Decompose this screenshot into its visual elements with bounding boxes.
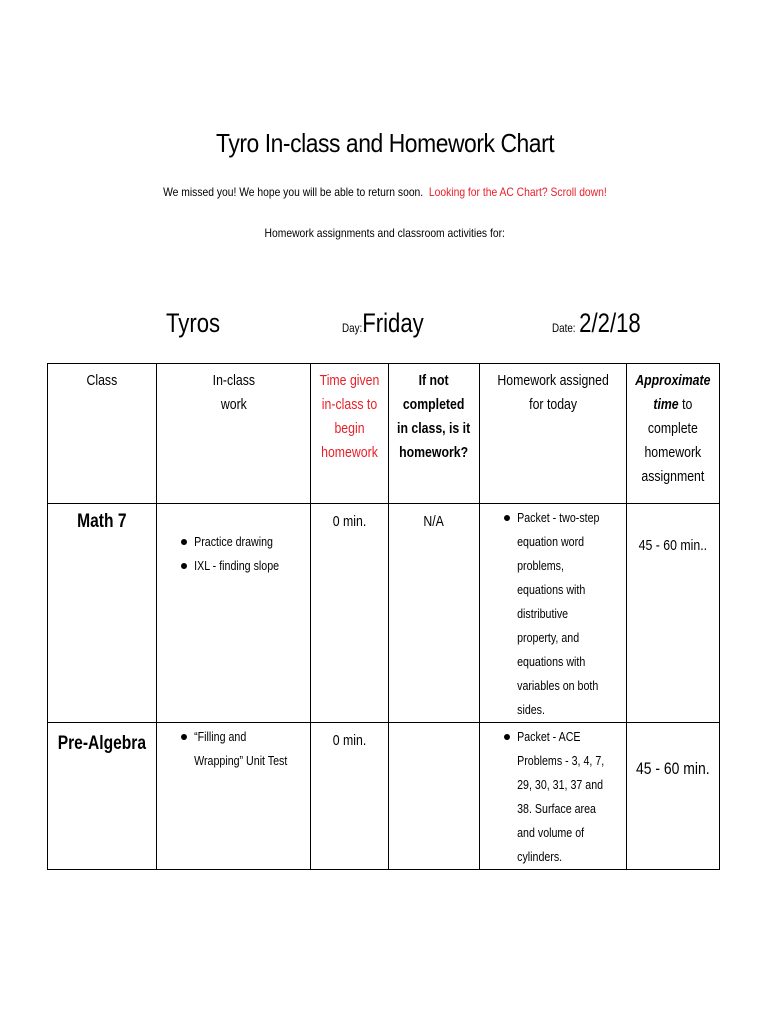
row-time-given-prealgebra: 0 min.	[311, 723, 389, 870]
row-inclass-math7	[156, 504, 311, 723]
list-item: IXL - finding slope	[181, 554, 311, 578]
row-class-math7: Math 7	[48, 504, 157, 723]
day-label: Day:	[342, 321, 363, 335]
page-title: Tyro In-class and Homework Chart	[215, 128, 555, 158]
day-field	[342, 308, 442, 339]
row-approx-prealgebra: 45 - 60 min.	[626, 723, 719, 870]
date-label: Date:	[552, 321, 576, 335]
subtitle	[0, 185, 770, 199]
subtitle-red-text: Looking for the AC Chart? Scroll down!	[428, 185, 607, 199]
list-item: Packet - two-step equation word problems, equations with distributive property, and equations with variables on both sides.	[504, 506, 626, 722]
header-inclass: In-class work	[156, 364, 311, 504]
row-class-prealgebra: Pre-Algebra	[48, 723, 157, 870]
header-approx: Approximate time to complete homework assignment	[626, 364, 719, 504]
header-time-given: Time given in-class to begin homework	[311, 364, 389, 504]
header-class: Class	[48, 364, 157, 504]
homework-table	[47, 363, 720, 870]
date-value: 2/2/18	[579, 308, 641, 338]
row-if-not-prealgebra	[389, 723, 479, 870]
date-field	[552, 308, 660, 339]
list-item: “Filling and Wrapping” Unit Test	[181, 725, 311, 773]
row-homework-prealgebra	[479, 723, 626, 870]
header-if-not: If not completed in class, is it homework?	[389, 364, 479, 504]
list-item: Packet - ACE Problems - 3, 4, 7, 29, 30, 31, 37 and 38. Surface area and volume of cylinders.	[504, 725, 626, 869]
table-row	[48, 504, 720, 723]
row-if-not-math7: N/A	[389, 504, 479, 723]
table-row	[48, 723, 720, 870]
day-value: Friday	[362, 308, 424, 338]
group-name: Tyros	[166, 308, 221, 338]
homework-intro: Homework assignments and classroom activities for:	[264, 226, 506, 240]
header-homework: Homework assigned for today	[479, 364, 626, 504]
row-homework-math7	[479, 504, 626, 723]
row-time-given-math7: 0 min.	[311, 504, 389, 723]
subtitle-text: We missed you! We hope you will be able to return soon.	[163, 185, 424, 199]
row-approx-math7: 45 - 60 min..	[626, 504, 719, 723]
table-header-row	[48, 364, 720, 504]
list-item: Practice drawing	[181, 530, 311, 554]
row-inclass-prealgebra	[156, 723, 311, 870]
